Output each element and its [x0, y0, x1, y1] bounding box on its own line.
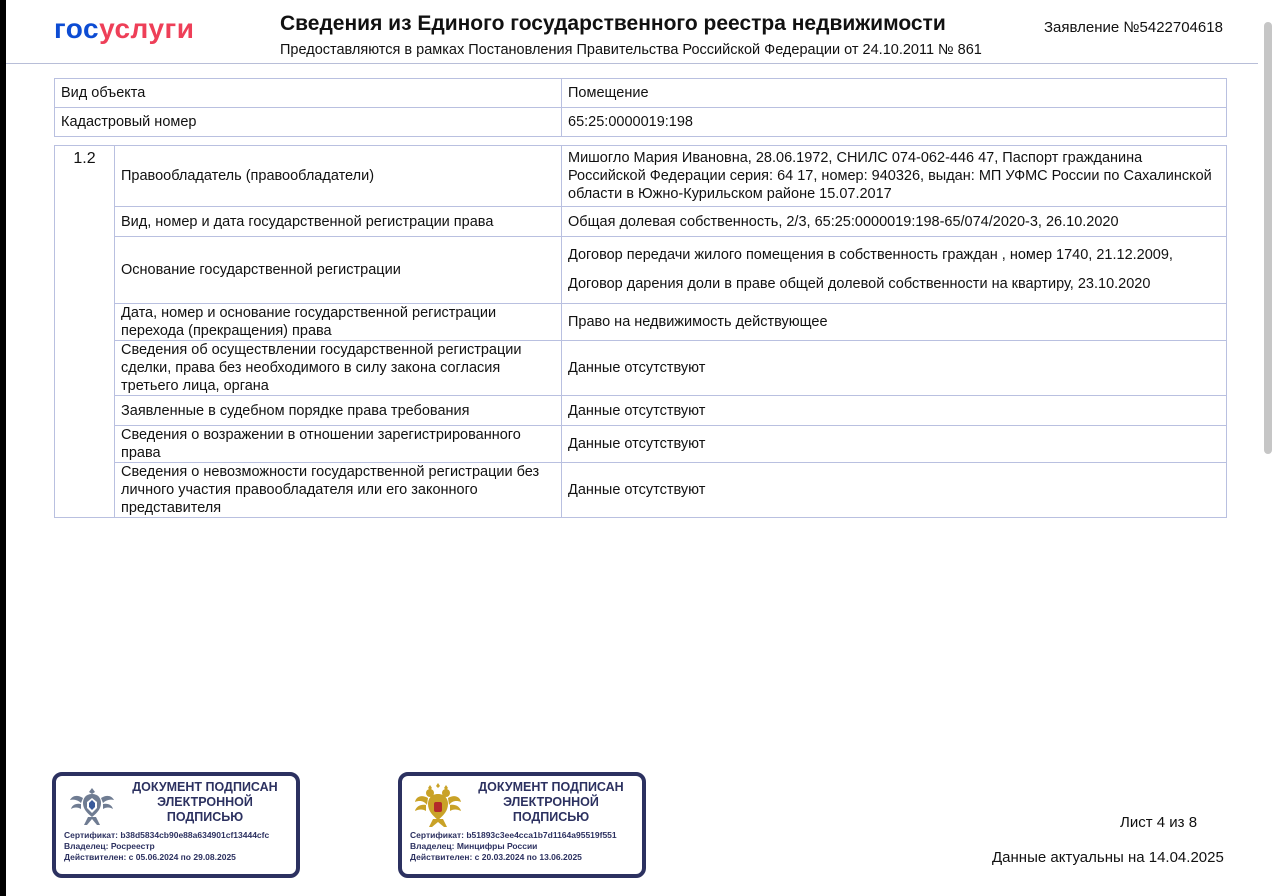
document-page	[6, 0, 1258, 896]
stamp-certificate: Сертификат: b51893c3ee4cca1b7d1164a95519f551	[410, 830, 617, 840]
table-row	[55, 237, 1227, 304]
table-row	[55, 396, 1227, 426]
cadastral-number-value: 65:25:0000019:198	[562, 108, 1227, 137]
table-row	[55, 79, 1227, 108]
row-value: Мишогло Мария Ивановна, 28.06.1972, СНИЛС 074-062-446 47, Паспорт гражданина Российской Федерации серия: 64 17, номер: 940326, выдан: МП УФМС России по Сахалинской области в Южно-Курильском районе 15.07.2017	[562, 146, 1227, 207]
row-value	[562, 237, 1227, 304]
object-type-label: Вид объекта	[55, 79, 562, 108]
row-label: Вид, номер и дата государственной регистрации права	[115, 207, 562, 237]
data-actual-date: Данные актуальны на 14.04.2025	[992, 849, 1224, 866]
stamp-owner: Владелец: Росреестр	[64, 841, 155, 851]
gosuslugi-logo: госуслуги	[54, 13, 195, 44]
rights-table	[54, 145, 1227, 518]
table-row	[55, 108, 1227, 137]
table-row	[55, 463, 1227, 518]
row-label: Заявленные в судебном порядке права требования	[115, 396, 562, 426]
table-row	[55, 426, 1227, 463]
document-subtitle: Предоставляются в рамках Постановления Правительства Российской Федерации от 24.10.2011 № 861	[280, 42, 982, 58]
object-type-value: Помещение	[562, 79, 1227, 108]
signature-stamp-mintsifry	[398, 772, 646, 878]
row-value: Данные отсутствуют	[562, 396, 1227, 426]
stamp-owner: Владелец: Минцифры России	[410, 841, 538, 851]
header-divider	[6, 63, 1258, 64]
coat-of-arms-icon	[414, 782, 462, 830]
table-row	[55, 304, 1227, 341]
stamp-validity: Действителен: с 20.03.2024 по 13.06.2025	[410, 852, 582, 862]
row-value: Данные отсутствуют	[562, 463, 1227, 518]
table-row	[55, 341, 1227, 396]
row-label: Сведения о невозможности государственной регистрации без личного участия правообладателя или его законного представителя	[115, 463, 562, 518]
table-row	[55, 146, 1227, 207]
row-value: Данные отсутствуют	[562, 426, 1227, 463]
vertical-scrollbar[interactable]	[1258, 0, 1280, 896]
cadastral-number-label: Кадастровый номер	[55, 108, 562, 137]
row-value: Право на недвижимость действующее	[562, 304, 1227, 341]
stamp-title: ДОКУМЕНТ ПОДПИСАН ЭЛЕКТРОННОЙ ПОДПИСЬЮ	[478, 780, 624, 824]
stamp-info	[410, 830, 642, 863]
section-number: 1.2	[55, 146, 115, 518]
scrollbar-thumb[interactable]	[1264, 22, 1272, 454]
registration-basis-line: Договор дарения доли в праве общей долевой собственности на квартиру, 23.10.2020	[568, 276, 1151, 292]
application-number: Заявление №5422704618	[1044, 19, 1223, 36]
stamp-info	[64, 830, 296, 863]
object-info-table	[54, 78, 1227, 137]
rosreestr-emblem-icon	[68, 782, 116, 830]
stamp-validity: Действителен: с 05.06.2024 по 29.08.2025	[64, 852, 236, 862]
stamp-title: ДОКУМЕНТ ПОДПИСАН ЭЛЕКТРОННОЙ ПОДПИСЬЮ	[132, 780, 278, 824]
row-value: Общая долевая собственность, 2/3, 65:25:0000019:198-65/074/2020-3, 26.10.2020	[562, 207, 1227, 237]
row-label: Сведения об осуществлении государственной регистрации сделки, права без необходимого в силу закона согласия третьего лица, органа	[115, 341, 562, 396]
stamp-certificate: Сертификат: b38d5834cb90e88a634901cf13444cfc	[64, 830, 270, 840]
registration-basis-line: Договор передачи жилого помещения в собственность граждан , номер 1740, 21.12.2009,	[568, 247, 1173, 263]
row-label: Сведения о возражении в отношении зарегистрированного права	[115, 426, 562, 463]
row-label: Основание государственной регистрации	[115, 237, 562, 304]
row-label: Правообладатель (правообладатели)	[115, 146, 562, 207]
row-value: Данные отсутствуют	[562, 341, 1227, 396]
row-label: Дата, номер и основание государственной регистрации перехода (прекращения) права	[115, 304, 562, 341]
signature-stamp-rosreestr	[52, 772, 300, 878]
sheet-number: Лист 4 из 8	[1120, 814, 1198, 831]
table-row	[55, 207, 1227, 237]
document-title: Сведения из Единого государственного реестра недвижимости	[280, 12, 946, 35]
